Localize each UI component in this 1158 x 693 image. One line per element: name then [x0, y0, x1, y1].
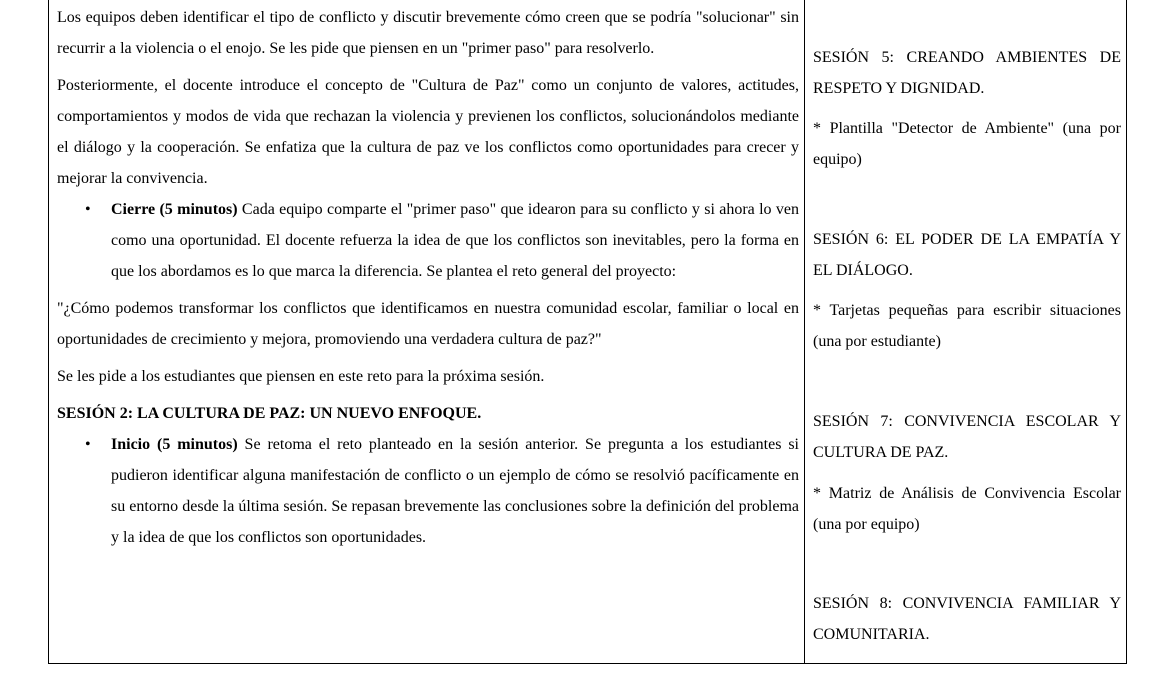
session-6-material: * Tarjetas pequeñas para escribir situaciones (una por estudiante) — [813, 302, 1121, 350]
bullet-cierre — [57, 194, 799, 287]
project-challenge-quote: "¿Cómo podemos transformar los conflictos que identificamos en nuestra comunidad escolar, familiar o local en oportunidades de crecimiento y mejora, promoviendo una verdadera cultura de paz?" — [57, 300, 799, 348]
column-divider — [804, 0, 805, 664]
session-7-title: SESIÓN 7: CONVIVENCIA ESCOLAR Y CULTURA DE PAZ. — [813, 413, 1121, 461]
bullet-inicio — [57, 429, 799, 553]
session-6-title: SESIÓN 6: EL PODER DE LA EMPATÍA Y EL DIÁLOGO. — [813, 231, 1121, 279]
activities-column — [57, 2, 799, 553]
paragraph-culture-of-peace: Posteriormente, el docente introduce el concepto de "Cultura de Paz" como un conjunto de valores, actitudes, comportamientos y modos de vida que rechazan la violencia y previenen los conflictos, solucionándolos mediante el diálogo y la cooperación. Se enfatiza que la cultura de paz ve los conflictos como oportunidades para crecer y mejorar la convivencia. — [57, 77, 799, 187]
session-7-material: * Matriz de Análisis de Convivencia Escolar (una por equipo) — [813, 485, 1121, 533]
paragraph-next-session: Se les pide a los estudiantes que piensen en este reto para la próxima sesión. — [57, 368, 545, 385]
session-5-title: SESIÓN 5: CREANDO AMBIENTES DE RESPETO Y DIGNIDAD. — [813, 49, 1121, 97]
bullet-cierre-label: Cierre (5 minutos) — [111, 201, 238, 218]
bullet-icon: • — [85, 436, 91, 453]
bullet-icon: • — [85, 201, 91, 218]
bullet-cierre-text: Cada equipo comparte el "primer paso" que idearon para su conflicto y si ahora lo ven como una oportunidad. El docente refuerza la idea de que los conflictos son inevitables, pero la forma en que los abordamos es lo que marca la diferencia. Se plantea el reto general del proyecto: — [111, 201, 799, 280]
bullet-inicio-text: Se retoma el reto planteado en la sesión anterior. Se pregunta a los estudiantes si pudieron identificar alguna manifestación de conflicto o un ejemplo de cómo se resolvió pacíficamente en su entorno desde la última sesión. Se repasan brevemente las conclusiones sobre la definición del problema y la idea de que los conflictos son oportunidades. — [111, 436, 799, 546]
session-2-heading: SESIÓN 2: LA CULTURA DE PAZ: UN NUEVO ENFOQUE. — [57, 405, 482, 422]
bullet-inicio-label: Inicio (5 minutos) — [111, 436, 238, 453]
session-5-material: * Plantilla "Detector de Ambiente" (una por equipo) — [813, 120, 1121, 168]
paragraph-conflict-identification: Los equipos deben identificar el tipo de conflicto y discutir brevemente cómo creen que se podría "solucionar" sin recurrir a la violencia o el enojo. Se les pide que piensen en un "primer paso" para resolverlo. — [57, 9, 799, 57]
session-8-title: SESIÓN 8: CONVIVENCIA FAMILIAR Y COMUNITARIA. — [813, 595, 1121, 643]
